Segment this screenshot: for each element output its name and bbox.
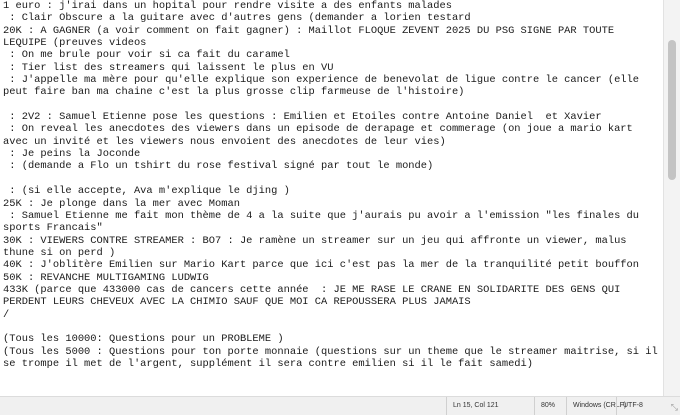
text-line	[3, 173, 662, 185]
text-line: 433K (parce que 433000 cas de cancers cette année : JE ME RASE LE CRANE EN SOLIDARITE DES GENS QUI	[3, 283, 621, 296]
vertical-scrollbar[interactable]	[663, 0, 680, 396]
text-line: (Tous les 5000 : Questions pour ton porte monnaie (questions sur un theme que le streamer maitrise, si il	[3, 345, 658, 358]
text-line: 30K : VIEWERS CONTRE STREAMER : BO7 : Je ramène un streamer sur un jeu qui affronte un viewer, malus	[3, 234, 627, 247]
text-line: : (demande a Flo un tshirt du rose festival signé par tout le monde)	[3, 160, 434, 173]
text-line: : (si elle accepte, Ava m'explique le djing )	[3, 185, 290, 198]
text-line: : Clair Obscure a la guitare avec d'autres gens (demander a lorien testard	[3, 12, 471, 25]
text-line: sports Francais"	[3, 222, 103, 235]
text-line: : 2V2 : Samuel Etienne pose les questions : Emilien et Etoiles contre Antoine Daniel et Xavier	[3, 111, 602, 124]
text-line: : J'appelle ma mère pour qu'elle explique son experience de benevolat de ligue contre le cancer (elle	[3, 74, 640, 87]
text-line: : On reveal les anecdotes des viewers dans un episode de derapage et commerage (on joue a mario kart	[3, 123, 633, 136]
encoding-indicator[interactable]: UTF-8	[616, 397, 663, 415]
text-line: : Samuel Etienne me fait mon thème de 4 a la suite que j'aurais pu avoir a l'emission "les finales du	[3, 209, 640, 222]
text-line: (Tous les 10000: Questions pour un PROBLEME )	[3, 333, 284, 346]
scrollbar-thumb[interactable]	[668, 40, 676, 180]
text-line: 40K : J'oblitère Emilien sur Mario Kart parce que ici c'est pas la mer de la tranquilité petit bouffon	[3, 259, 640, 272]
text-line: peut faire ban ma chaine c'est la plus grosse clip farmeuse de l'histoire)	[3, 86, 465, 99]
text-line	[3, 321, 662, 333]
text-line: : Je peins la Joconde	[3, 148, 141, 161]
text-line: se trompe il met de l'argent, supplément il sera contre emilien si il le fait samedi)	[3, 357, 534, 370]
zoom-level-indicator[interactable]: 80%	[534, 397, 573, 415]
text-line: avec un invité et les viewers nous envoient des anecdotes de leur vies)	[3, 135, 446, 148]
text-line: : Tier list des streamers qui laissent le plus en VU	[3, 61, 334, 74]
text-line: : On me brule pour voir si ca fait du caramel	[3, 49, 290, 62]
text-line: /	[3, 308, 10, 321]
text-line: LEQUIPE (preuves videos	[3, 37, 147, 50]
line-ending-indicator[interactable]: Windows (CRLF)	[566, 397, 623, 415]
resize-grip-icon[interactable]: ⤡	[670, 403, 678, 413]
text-line: 20K : A GAGNER (a voir comment on fait gagner) : Maillot FLOQUE ZEVENT 2025 DU PSG SIGNE PAR TOUTE	[3, 24, 615, 37]
status-bar	[0, 396, 680, 415]
text-line: thune si on perd )	[3, 246, 116, 259]
text-line: 50K : REVANCHE MULTIGAMING LUDWIG	[3, 271, 209, 284]
text-line: 25K : Je plonge dans la mer avec Moman	[3, 197, 240, 210]
text-line	[3, 99, 662, 111]
cursor-position-indicator[interactable]: Ln 15, Col 121	[446, 397, 539, 415]
text-line: 1 euro : j'irai dans un hopital pour rendre visite a des enfants malades	[3, 0, 452, 12]
text-line: PERDENT LEURS CHEVEUX AVEC LA CHIMIO SAUF QUE MOI CA REPOUSSERA PLUS JAMAIS	[3, 296, 471, 309]
